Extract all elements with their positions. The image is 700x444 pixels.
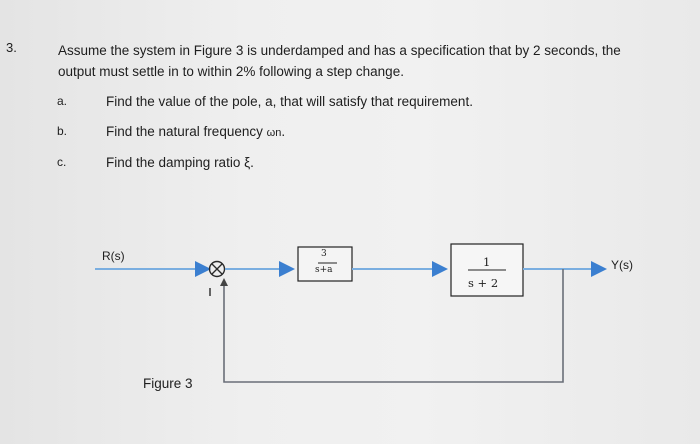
- input-label: R(s): [102, 249, 125, 263]
- part-a-text: Find the value of the pole, a, that will satisfy that requirement.: [106, 94, 473, 109]
- summing-junction: [210, 262, 225, 277]
- question-number: 3.: [6, 40, 17, 55]
- part-a-letter: a.: [57, 94, 68, 108]
- part-c-suffix: .: [250, 155, 254, 170]
- part-b-text-main: Find the natural frequency: [106, 124, 267, 139]
- part-c-letter: c.: [57, 155, 67, 169]
- block2-denominator: s + 2: [468, 276, 499, 290]
- block1-numerator: 3: [321, 249, 327, 259]
- part-b-letter: b.: [57, 124, 68, 138]
- feedback-arrowhead: [220, 278, 228, 286]
- part-b-omega-n: ωn: [266, 127, 282, 139]
- part-b-suffix: .: [281, 124, 286, 139]
- stem-line-2: output must settle in to within 2% following a step change.: [58, 64, 404, 79]
- stem-line-1: Assume the system in Figure 3 is underdamped and has a specification that by 2 seconds, the: [58, 43, 621, 58]
- block2-numerator: 1: [483, 255, 491, 269]
- block1-denominator: s+a: [315, 265, 333, 275]
- figure-caption: Figure 3: [143, 376, 193, 391]
- part-c-zeta: ξ: [244, 155, 251, 170]
- output-label: Y(s): [611, 258, 633, 272]
- part-c-text-main: Find the damping ratio: [106, 155, 245, 170]
